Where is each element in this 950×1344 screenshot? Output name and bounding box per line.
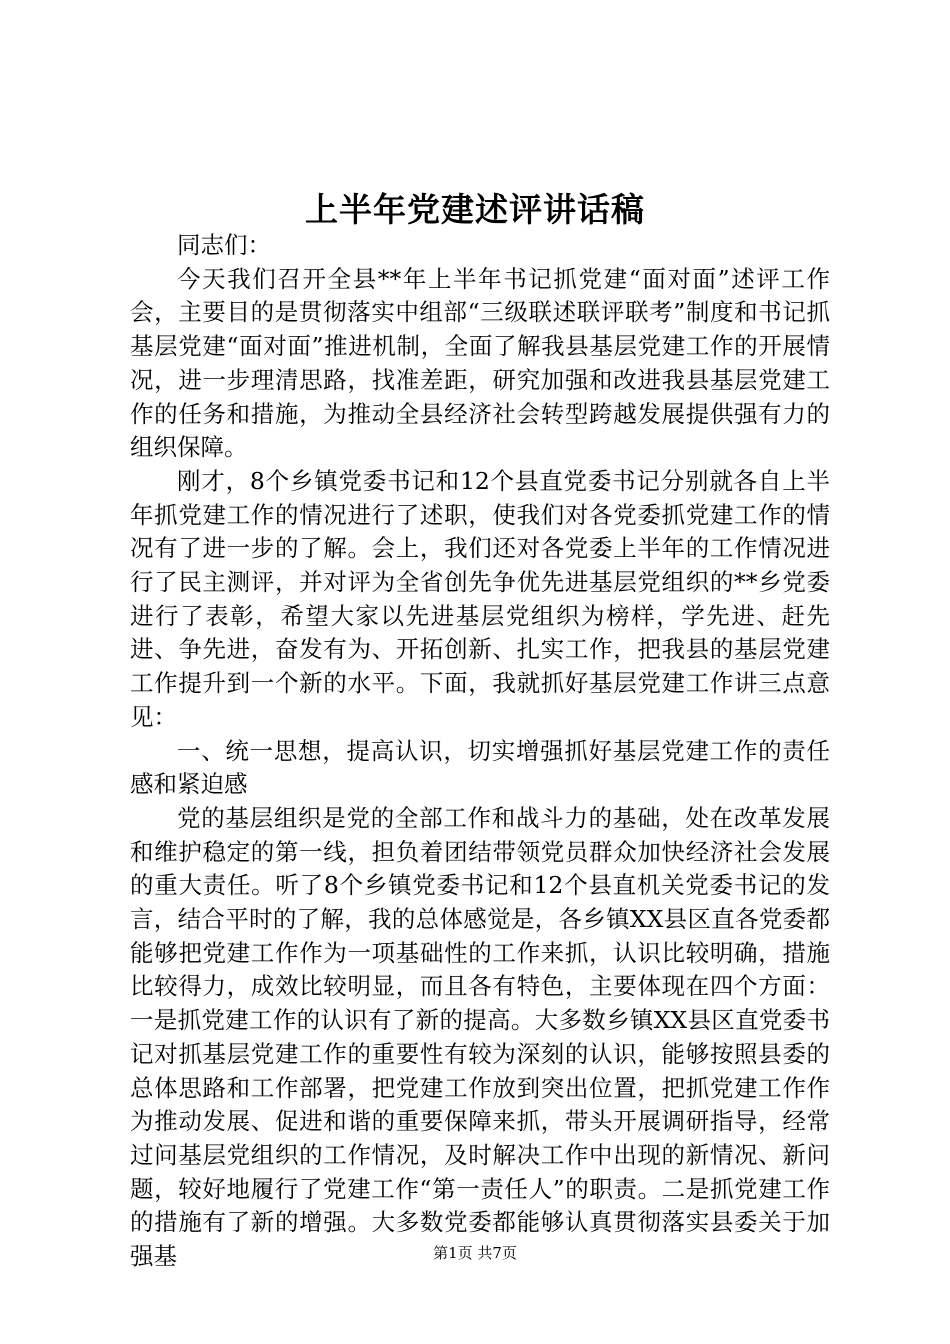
salutation-paragraph: 同志们：	[177, 231, 271, 259]
document-title: 上半年党建述评讲话稿	[305, 190, 645, 229]
body-paragraph: 党的基层组织是党的全部工作和战斗力的基础，处在改革发展和维护稳定的第一线，担负着团结带领党员群众加快经济社会发展的重大责任。听了8个乡镇党委书记和12个县直机关党委书记的发言，结合平时的了解，我的总体感觉是，各乡镇XX县区直各党委都能够把党建工作作为一项基础性的工作来抓，认识比较明确，措施比较得力，成效比较明显，而且各有特色，主要体现在四个方面：一是抓党建工作的认识有了新的提高。大多数乡镇XX县区直党委书记对抓基层党建工作的重要性有较为深刻的认识，能够按照县委的总体思路和工作部署，把党建工作放到突出位置，把抓党建工作作为推动发展、促进和谐的重要保障来抓，带头开展调研指导，经常过问基层党组织的工作情况，及时解决工作中出现的新情况、新问题，较好地履行了党建工作“第一责任人”的职责。二是抓党建工作的措施有了新的增强。大多数党委都能够认真贯彻落实县委关于加强基	[130, 803, 830, 1271]
document-body	[130, 229, 830, 1274]
page-number-footer: 第1页 共7页	[433, 1244, 517, 1262]
section-heading: 一、统一思想，提高认识，切实增强抓好基层党建工作的责任感和紧迫感	[130, 736, 830, 799]
body-paragraph: 刚才，8个乡镇党委书记和12个县直党委书记分别就各自上半年抓党建工作的情况进行了述职，使我们对各党委抓党建工作的情况有了进一步的了解。会上，我们还对各党委上半年的工作情况进行了民主测评，并对评为全省创先争优先进基层党组织的**乡党委进行了表彰，希望大家以先进基层党组织为榜样，学先进、赶先进、争先进，奋发有为、开拓创新、扎实工作，把我县的基层党建工作提升到一个新的水平。下面，我就抓好基层党建工作讲三点意见：	[130, 466, 830, 731]
body-paragraph: 今天我们召开全县**年上半年书记抓党建“面对面”述评工作会，主要目的是贯彻落实中组部“三级联述联评联考”制度和书记抓基层党建“面对面”推进机制，全面了解我县基层党建工作的开展情况，进一步理清思路，找准差距，研究加强和改进我县基层党建工作的任务和措施，为推动全县经济社会转型跨越发展提供强有力的组织保障。	[130, 264, 830, 462]
